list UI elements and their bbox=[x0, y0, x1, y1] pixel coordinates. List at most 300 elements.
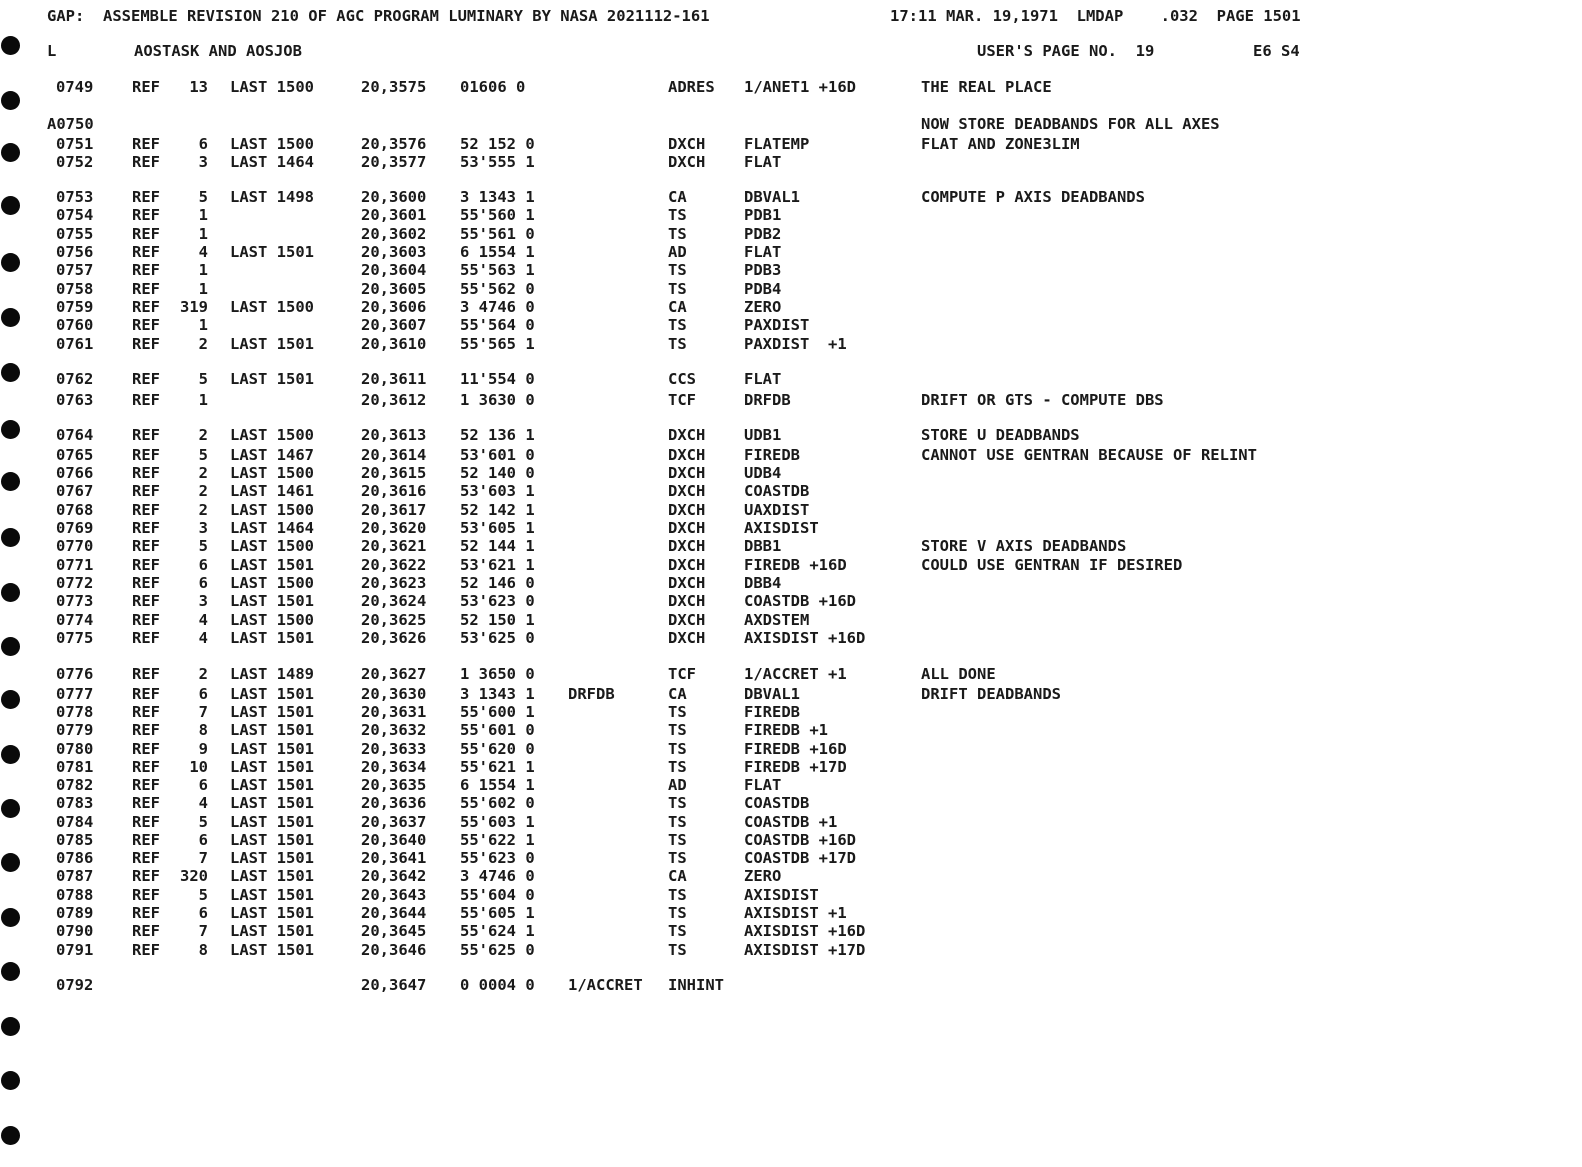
ref-count: 8 bbox=[198, 721, 208, 739]
comment: CANNOT USE GENTRAN BECAUSE OF RELINT bbox=[921, 446, 1257, 464]
line-number: 0788 bbox=[56, 886, 94, 904]
octal-code: 55'604 0 bbox=[460, 886, 535, 904]
listing-row bbox=[0, 280, 1582, 298]
ref-count: 1 bbox=[198, 225, 208, 243]
opcode: AD bbox=[668, 776, 687, 794]
last-ref: LAST 1501 bbox=[230, 629, 314, 647]
opcode: CA bbox=[668, 298, 687, 316]
last-ref: LAST 1501 bbox=[230, 703, 314, 721]
line-number: 0751 bbox=[56, 135, 94, 153]
operand: COASTDB bbox=[744, 482, 810, 500]
operand: COASTDB +1 bbox=[744, 813, 838, 831]
opcode: DXCH bbox=[668, 153, 706, 171]
last-ref: LAST 1461 bbox=[230, 482, 314, 500]
ref-count: 6 bbox=[198, 556, 208, 574]
last-ref: LAST 1464 bbox=[230, 519, 314, 537]
octal-code: 01606 0 bbox=[460, 78, 526, 96]
listing-row bbox=[0, 886, 1582, 904]
listing-row bbox=[0, 391, 1582, 409]
address: 20,3602 bbox=[361, 225, 427, 243]
ref-keyword: REF bbox=[132, 849, 160, 867]
octal-code: 0 0004 0 bbox=[460, 976, 535, 994]
ref-count: 2 bbox=[198, 335, 208, 353]
last-ref: LAST 1500 bbox=[230, 298, 314, 316]
listing-row bbox=[0, 976, 1582, 994]
last-ref: LAST 1501 bbox=[230, 243, 314, 261]
ref-count: 1 bbox=[198, 206, 208, 224]
address: 20,3616 bbox=[361, 482, 427, 500]
ref-keyword: REF bbox=[132, 280, 160, 298]
operand: FLAT bbox=[744, 153, 782, 171]
operand: ZERO bbox=[744, 867, 782, 885]
listing-row bbox=[0, 574, 1582, 592]
operand: DRFDB bbox=[744, 391, 791, 409]
operand: AXDSTEM bbox=[744, 611, 810, 629]
comment: ALL DONE bbox=[921, 665, 996, 683]
line-number: 0767 bbox=[56, 482, 94, 500]
listing-row bbox=[0, 316, 1582, 334]
listing-row bbox=[0, 115, 1582, 133]
operand: DBVAL1 bbox=[744, 188, 800, 206]
octal-code: 55'560 1 bbox=[460, 206, 535, 224]
ref-count: 5 bbox=[198, 813, 208, 831]
address: 20,3603 bbox=[361, 243, 427, 261]
symbol-label: DRFDB bbox=[568, 685, 615, 703]
ref-count: 3 bbox=[198, 592, 208, 610]
listing-row bbox=[0, 225, 1582, 243]
ref-keyword: REF bbox=[132, 446, 160, 464]
ref-count: 6 bbox=[198, 904, 208, 922]
line-number: 0755 bbox=[56, 225, 94, 243]
operand: COASTDB +17D bbox=[744, 849, 856, 867]
ref-count: 5 bbox=[198, 370, 208, 388]
ref-keyword: REF bbox=[132, 703, 160, 721]
operand: FIREDB +16D bbox=[744, 740, 847, 758]
listing-row bbox=[0, 501, 1582, 519]
operand: COASTDB bbox=[744, 794, 810, 812]
octal-code: 6 1554 1 bbox=[460, 243, 535, 261]
operand: FLAT bbox=[744, 776, 782, 794]
ref-keyword: REF bbox=[132, 867, 160, 885]
operand: DBB1 bbox=[744, 537, 782, 555]
line-number: 0781 bbox=[56, 758, 94, 776]
last-ref: LAST 1501 bbox=[230, 740, 314, 758]
listing-row bbox=[0, 813, 1582, 831]
ref-count: 9 bbox=[198, 740, 208, 758]
octal-code: 52 146 0 bbox=[460, 574, 535, 592]
opcode: CCS bbox=[668, 370, 696, 388]
line-number: 0766 bbox=[56, 464, 94, 482]
header-title: GAP: ASSEMBLE REVISION 210 OF AGC PROGRAM LUMINARY BY NASA 2021112-161 bbox=[47, 7, 710, 25]
opcode: TS bbox=[668, 831, 687, 849]
line-number: 0786 bbox=[56, 849, 94, 867]
line-number: 0785 bbox=[56, 831, 94, 849]
opcode: DXCH bbox=[668, 629, 706, 647]
address: 20,3601 bbox=[361, 206, 427, 224]
operand: FIREDB +1 bbox=[744, 721, 828, 739]
opcode: TS bbox=[668, 904, 687, 922]
operand: DBB4 bbox=[744, 574, 782, 592]
octal-code: 55'625 0 bbox=[460, 941, 535, 959]
listing-row bbox=[0, 188, 1582, 206]
address: 20,3577 bbox=[361, 153, 427, 171]
line-number: 0771 bbox=[56, 556, 94, 574]
address: 20,3624 bbox=[361, 592, 427, 610]
line-number: 0778 bbox=[56, 703, 94, 721]
ref-count: 2 bbox=[198, 482, 208, 500]
line-number: 0784 bbox=[56, 813, 94, 831]
address: 20,3641 bbox=[361, 849, 427, 867]
operand: FIREDB bbox=[744, 703, 800, 721]
opcode: TS bbox=[668, 794, 687, 812]
address: 20,3620 bbox=[361, 519, 427, 537]
listing-row bbox=[0, 135, 1582, 153]
operand: PDB2 bbox=[744, 225, 782, 243]
line-number: 0768 bbox=[56, 501, 94, 519]
ref-count: 1 bbox=[198, 261, 208, 279]
ref-keyword: REF bbox=[132, 776, 160, 794]
octal-code: 53'601 0 bbox=[460, 446, 535, 464]
ref-count: 6 bbox=[198, 831, 208, 849]
ref-keyword: REF bbox=[132, 519, 160, 537]
last-ref: LAST 1501 bbox=[230, 867, 314, 885]
listing-row bbox=[0, 611, 1582, 629]
address: 20,3642 bbox=[361, 867, 427, 885]
last-ref: LAST 1500 bbox=[230, 426, 314, 444]
feed-hole bbox=[1, 36, 20, 55]
ref-keyword: REF bbox=[132, 426, 160, 444]
address: 20,3576 bbox=[361, 135, 427, 153]
octal-code: 3 1343 1 bbox=[460, 188, 535, 206]
operand: UAXDIST bbox=[744, 501, 810, 519]
listing-row bbox=[0, 794, 1582, 812]
ref-count: 6 bbox=[198, 574, 208, 592]
operand: FLAT bbox=[744, 370, 782, 388]
ref-keyword: REF bbox=[132, 629, 160, 647]
opcode: TS bbox=[668, 941, 687, 959]
operand: FLAT bbox=[744, 243, 782, 261]
ref-count: 5 bbox=[198, 537, 208, 555]
ref-count: 6 bbox=[198, 685, 208, 703]
ref-count: 7 bbox=[198, 922, 208, 940]
opcode: TS bbox=[668, 280, 687, 298]
opcode: CA bbox=[668, 867, 687, 885]
octal-code: 52 150 1 bbox=[460, 611, 535, 629]
header-section-title: AOSTASK AND AOSJOB bbox=[134, 42, 302, 60]
listing-row bbox=[0, 298, 1582, 316]
ref-keyword: REF bbox=[132, 685, 160, 703]
operand: PAXDIST +1 bbox=[744, 335, 847, 353]
opcode: TS bbox=[668, 261, 687, 279]
line-number: 0749 bbox=[56, 78, 94, 96]
line-number: 0792 bbox=[56, 976, 94, 994]
operand: 1/ACCRET +1 bbox=[744, 665, 847, 683]
octal-code: 53'605 1 bbox=[460, 519, 535, 537]
listing-row bbox=[0, 904, 1582, 922]
ref-count: 4 bbox=[198, 243, 208, 261]
operand: AXISDIST +16D bbox=[744, 922, 866, 940]
ref-keyword: REF bbox=[132, 740, 160, 758]
line-number: 0775 bbox=[56, 629, 94, 647]
operand: AXISDIST bbox=[744, 519, 819, 537]
opcode: TS bbox=[668, 335, 687, 353]
last-ref: LAST 1467 bbox=[230, 446, 314, 464]
octal-code: 53'623 0 bbox=[460, 592, 535, 610]
ref-count: 1 bbox=[198, 316, 208, 334]
operand: FIREDB +16D bbox=[744, 556, 847, 574]
operand: ZERO bbox=[744, 298, 782, 316]
ref-count: 13 bbox=[189, 78, 208, 96]
listing-row bbox=[0, 703, 1582, 721]
line-number: 0782 bbox=[56, 776, 94, 794]
last-ref: LAST 1501 bbox=[230, 886, 314, 904]
line-number: 0756 bbox=[56, 243, 94, 261]
symbol-label: 1/ACCRET bbox=[568, 976, 643, 994]
listing-row bbox=[0, 335, 1582, 353]
octal-code: 53'625 0 bbox=[460, 629, 535, 647]
comment: NOW STORE DEADBANDS FOR ALL AXES bbox=[921, 115, 1220, 133]
listing-row bbox=[0, 556, 1582, 574]
operand: PAXDIST bbox=[744, 316, 810, 334]
opcode: TCF bbox=[668, 665, 696, 683]
address: 20,3614 bbox=[361, 446, 427, 464]
line-number: 0779 bbox=[56, 721, 94, 739]
ref-count: 1 bbox=[198, 391, 208, 409]
address: 20,3575 bbox=[361, 78, 427, 96]
line-number: 0763 bbox=[56, 391, 94, 409]
octal-code: 11'554 0 bbox=[460, 370, 535, 388]
listing-row bbox=[0, 464, 1582, 482]
last-ref: LAST 1500 bbox=[230, 611, 314, 629]
address: 20,3610 bbox=[361, 335, 427, 353]
last-ref: LAST 1501 bbox=[230, 904, 314, 922]
operand: FIREDB +17D bbox=[744, 758, 847, 776]
address: 20,3604 bbox=[361, 261, 427, 279]
address: 20,3611 bbox=[361, 370, 427, 388]
ref-keyword: REF bbox=[132, 153, 160, 171]
opcode: INHINT bbox=[668, 976, 724, 994]
octal-code: 52 142 1 bbox=[460, 501, 535, 519]
address: 20,3625 bbox=[361, 611, 427, 629]
ref-keyword: REF bbox=[132, 501, 160, 519]
opcode: DXCH bbox=[668, 482, 706, 500]
last-ref: LAST 1501 bbox=[230, 831, 314, 849]
listing-row bbox=[0, 206, 1582, 224]
line-number: 0760 bbox=[56, 316, 94, 334]
octal-code: 1 3630 0 bbox=[460, 391, 535, 409]
operand: FLATEMP bbox=[744, 135, 810, 153]
opcode: TS bbox=[668, 225, 687, 243]
listing-row bbox=[0, 776, 1582, 794]
address: 20,3607 bbox=[361, 316, 427, 334]
line-number: 0754 bbox=[56, 206, 94, 224]
address: 20,3630 bbox=[361, 685, 427, 703]
opcode: DXCH bbox=[668, 464, 706, 482]
ref-count: 4 bbox=[198, 629, 208, 647]
opcode: TS bbox=[668, 206, 687, 224]
ref-keyword: REF bbox=[132, 225, 160, 243]
address: 20,3644 bbox=[361, 904, 427, 922]
line-number: 0772 bbox=[56, 574, 94, 592]
opcode: CA bbox=[668, 188, 687, 206]
address: 20,3643 bbox=[361, 886, 427, 904]
operand: AXISDIST +16D bbox=[744, 629, 866, 647]
listing-row bbox=[0, 519, 1582, 537]
line-number: 0764 bbox=[56, 426, 94, 444]
listing-row bbox=[0, 831, 1582, 849]
ref-count: 5 bbox=[198, 446, 208, 464]
octal-code: 6 1554 1 bbox=[460, 776, 535, 794]
line-number: 0791 bbox=[56, 941, 94, 959]
operand: UDB4 bbox=[744, 464, 782, 482]
last-ref: LAST 1501 bbox=[230, 941, 314, 959]
listing-row bbox=[0, 426, 1582, 444]
opcode: TS bbox=[668, 721, 687, 739]
line-number: 0752 bbox=[56, 153, 94, 171]
address: 20,3626 bbox=[361, 629, 427, 647]
line-number: 0783 bbox=[56, 794, 94, 812]
ref-keyword: REF bbox=[132, 574, 160, 592]
octal-code: 55'603 1 bbox=[460, 813, 535, 831]
operand: PDB4 bbox=[744, 280, 782, 298]
octal-code: 55'601 0 bbox=[460, 721, 535, 739]
operand: AXISDIST +17D bbox=[744, 941, 866, 959]
comment: STORE U DEADBANDS bbox=[921, 426, 1080, 444]
opcode: DXCH bbox=[668, 446, 706, 464]
address: 20,3645 bbox=[361, 922, 427, 940]
line-number: 0777 bbox=[56, 685, 94, 703]
ref-keyword: REF bbox=[132, 243, 160, 261]
operand: COASTDB +16D bbox=[744, 831, 856, 849]
line-number: 0758 bbox=[56, 280, 94, 298]
line-number: 0770 bbox=[56, 537, 94, 555]
ref-count: 319 bbox=[180, 298, 208, 316]
ref-count: 10 bbox=[189, 758, 208, 776]
ref-keyword: REF bbox=[132, 831, 160, 849]
line-number: 0759 bbox=[56, 298, 94, 316]
ref-keyword: REF bbox=[132, 206, 160, 224]
opcode: TS bbox=[668, 886, 687, 904]
comment: FLAT AND ZONE3LIM bbox=[921, 135, 1080, 153]
listing-row bbox=[0, 370, 1582, 388]
ref-count: 5 bbox=[198, 886, 208, 904]
header-timestamp-page: 17:11 MAR. 19,1971 LMDAP .032 PAGE 1501 bbox=[890, 7, 1301, 25]
octal-code: 52 136 1 bbox=[460, 426, 535, 444]
line-number: 0790 bbox=[56, 922, 94, 940]
address: 20,3605 bbox=[361, 280, 427, 298]
octal-code: 3 1343 1 bbox=[460, 685, 535, 703]
last-ref: LAST 1500 bbox=[230, 78, 314, 96]
last-ref: LAST 1500 bbox=[230, 464, 314, 482]
last-ref: LAST 1501 bbox=[230, 922, 314, 940]
address: 20,3622 bbox=[361, 556, 427, 574]
comment: COULD USE GENTRAN IF DESIRED bbox=[921, 556, 1183, 574]
octal-code: 55'602 0 bbox=[460, 794, 535, 812]
listing-row bbox=[0, 922, 1582, 940]
last-ref: LAST 1464 bbox=[230, 153, 314, 171]
listing-row bbox=[0, 685, 1582, 703]
address: 20,3623 bbox=[361, 574, 427, 592]
listing-row bbox=[0, 153, 1582, 171]
last-ref: LAST 1501 bbox=[230, 758, 314, 776]
ref-count: 320 bbox=[180, 867, 208, 885]
ref-count: 2 bbox=[198, 665, 208, 683]
line-number: 0773 bbox=[56, 592, 94, 610]
ref-keyword: REF bbox=[132, 78, 160, 96]
ref-keyword: REF bbox=[132, 904, 160, 922]
ref-count: 4 bbox=[198, 794, 208, 812]
ref-keyword: REF bbox=[132, 665, 160, 683]
line-number: 0774 bbox=[56, 611, 94, 629]
comment: DRIFT DEADBANDS bbox=[921, 685, 1061, 703]
ref-count: 3 bbox=[198, 153, 208, 171]
ref-keyword: REF bbox=[132, 813, 160, 831]
ref-keyword: REF bbox=[132, 261, 160, 279]
listing-row bbox=[0, 482, 1582, 500]
operand: PDB1 bbox=[744, 206, 782, 224]
ref-count: 5 bbox=[198, 188, 208, 206]
line-number: 0789 bbox=[56, 904, 94, 922]
ref-keyword: REF bbox=[132, 188, 160, 206]
ref-keyword: REF bbox=[132, 482, 160, 500]
octal-code: 55'564 0 bbox=[460, 316, 535, 334]
listing-row bbox=[0, 537, 1582, 555]
listing-row bbox=[0, 78, 1582, 96]
listing-row bbox=[0, 758, 1582, 776]
line-number: 0787 bbox=[56, 867, 94, 885]
address: 20,3635 bbox=[361, 776, 427, 794]
opcode: TS bbox=[668, 316, 687, 334]
opcode: DXCH bbox=[668, 574, 706, 592]
last-ref: LAST 1489 bbox=[230, 665, 314, 683]
listing-row bbox=[0, 867, 1582, 885]
ref-count: 7 bbox=[198, 703, 208, 721]
ref-count: 6 bbox=[198, 135, 208, 153]
operand: COASTDB +16D bbox=[744, 592, 856, 610]
opcode: DXCH bbox=[668, 426, 706, 444]
ref-keyword: REF bbox=[132, 721, 160, 739]
ref-keyword: REF bbox=[132, 391, 160, 409]
listing-row bbox=[0, 243, 1582, 261]
listing-row bbox=[0, 740, 1582, 758]
last-ref: LAST 1501 bbox=[230, 335, 314, 353]
ref-keyword: REF bbox=[132, 886, 160, 904]
header-user-page: USER'S PAGE NO. 19 bbox=[977, 42, 1155, 60]
listing-row bbox=[0, 721, 1582, 739]
comment: COMPUTE P AXIS DEADBANDS bbox=[921, 188, 1145, 206]
operand: PDB3 bbox=[744, 261, 782, 279]
ref-count: 7 bbox=[198, 849, 208, 867]
address: 20,3640 bbox=[361, 831, 427, 849]
listing-row bbox=[0, 261, 1582, 279]
octal-code: 1 3650 0 bbox=[460, 665, 535, 683]
operand: DBVAL1 bbox=[744, 685, 800, 703]
address: 20,3637 bbox=[361, 813, 427, 831]
operand: FIREDB bbox=[744, 446, 800, 464]
octal-code: 55'605 1 bbox=[460, 904, 535, 922]
last-ref: LAST 1501 bbox=[230, 794, 314, 812]
comment: DRIFT OR GTS - COMPUTE DBS bbox=[921, 391, 1164, 409]
line-number: 0780 bbox=[56, 740, 94, 758]
last-ref: LAST 1501 bbox=[230, 556, 314, 574]
last-ref: LAST 1501 bbox=[230, 721, 314, 739]
line-number: 0776 bbox=[56, 665, 94, 683]
ref-count: 2 bbox=[198, 464, 208, 482]
ref-keyword: REF bbox=[132, 941, 160, 959]
opcode: DXCH bbox=[668, 135, 706, 153]
last-ref: LAST 1501 bbox=[230, 776, 314, 794]
address: 20,3606 bbox=[361, 298, 427, 316]
